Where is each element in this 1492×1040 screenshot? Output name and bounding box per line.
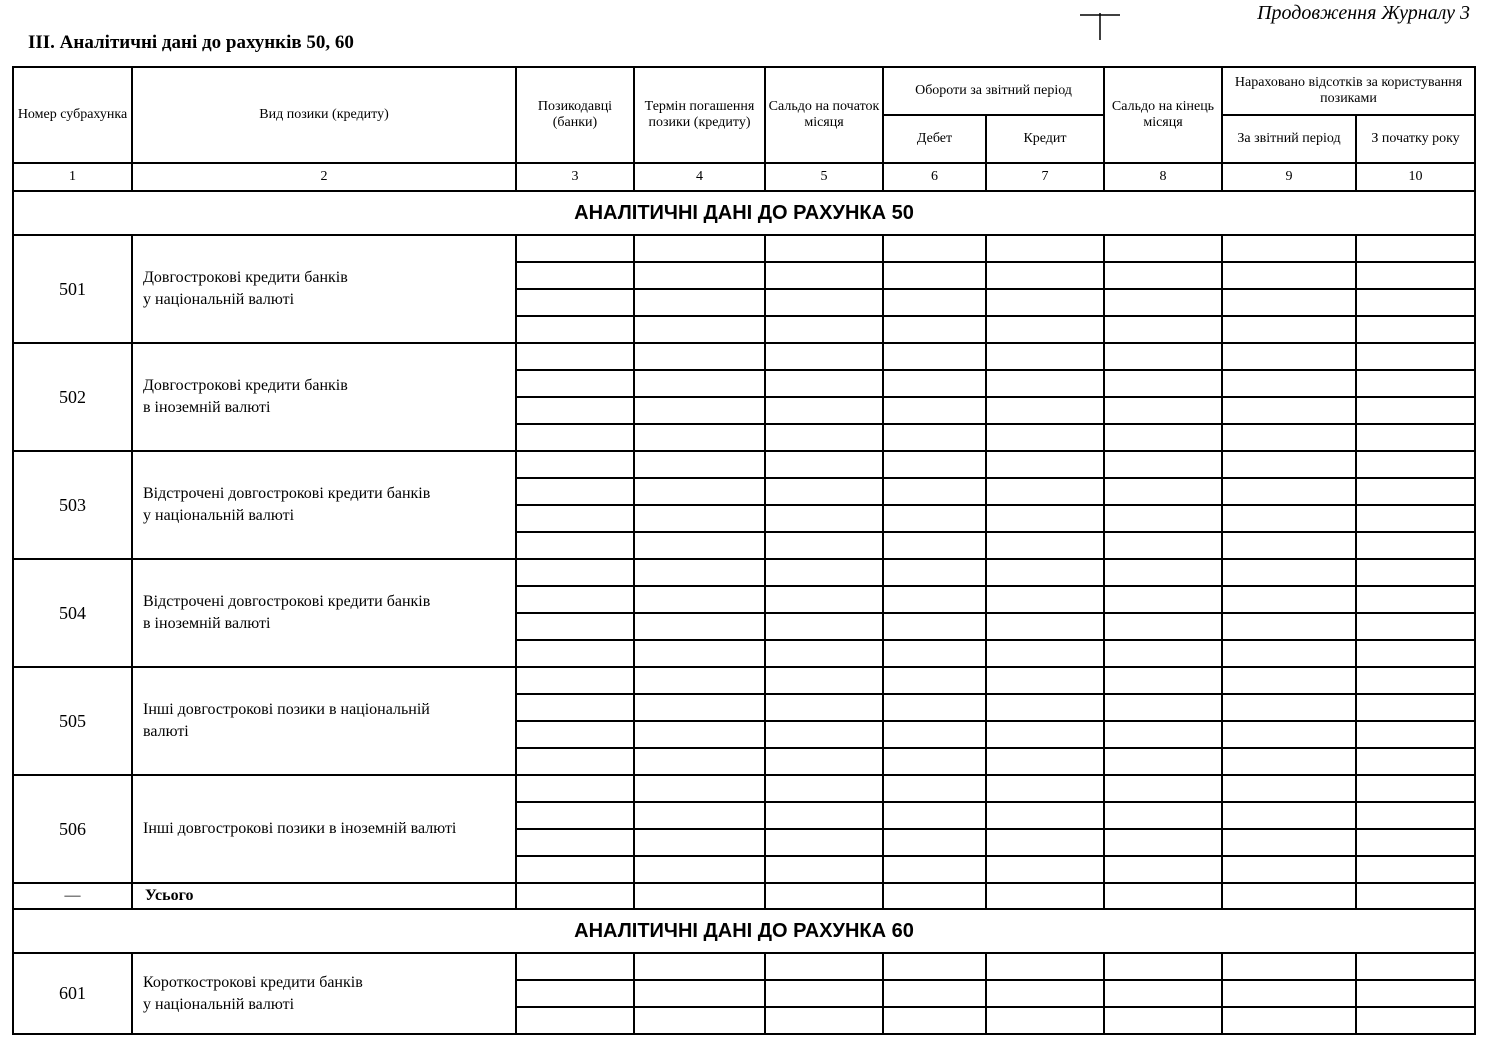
- entry-cell[interactable]: [883, 953, 986, 980]
- entry-cell[interactable]: [765, 667, 883, 694]
- entry-cell[interactable]: [1222, 775, 1356, 802]
- entry-cell[interactable]: [765, 953, 883, 980]
- entry-cell[interactable]: [765, 316, 883, 343]
- col-header-subaccount: Номер субрахунка: [13, 67, 132, 163]
- loan-description-line: в іноземній валюті: [143, 615, 271, 632]
- column-number: 1: [13, 163, 132, 191]
- subaccount-number: 504: [13, 559, 132, 667]
- entry-cell[interactable]: [883, 451, 986, 478]
- table-row: [13, 451, 1475, 478]
- entry-cell[interactable]: [986, 802, 1104, 829]
- entry-cell[interactable]: [634, 532, 765, 559]
- entry-cell[interactable]: [1104, 397, 1222, 424]
- entry-cell[interactable]: [516, 775, 634, 802]
- entry-cell[interactable]: [634, 397, 765, 424]
- entry-cell[interactable]: [986, 397, 1104, 424]
- entry-cell[interactable]: [883, 559, 986, 586]
- total-label: Усього: [132, 883, 516, 909]
- entry-cell[interactable]: [516, 586, 634, 613]
- column-number: 10: [1356, 163, 1475, 191]
- entry-cell[interactable]: [1104, 559, 1222, 586]
- entry-cell[interactable]: [516, 883, 634, 909]
- column-number: 6: [883, 163, 986, 191]
- section-heading: III. Аналітичні дані до рахунків 50, 60: [28, 32, 354, 53]
- entry-cell[interactable]: [634, 980, 765, 1007]
- col-header-lenders: Позикодавці (банки): [516, 67, 634, 163]
- entry-cell[interactable]: [986, 775, 1104, 802]
- entry-cell[interactable]: [516, 370, 634, 397]
- entry-cell[interactable]: [1104, 748, 1222, 775]
- entry-cell[interactable]: [765, 559, 883, 586]
- entry-cell[interactable]: [765, 721, 883, 748]
- entry-cell[interactable]: [634, 478, 765, 505]
- loan-description-line: Відстрочені довгострокові кредити банків: [143, 485, 431, 502]
- entry-cell[interactable]: [1356, 262, 1475, 289]
- entry-cell[interactable]: [634, 505, 765, 532]
- entry-cell[interactable]: [1104, 370, 1222, 397]
- entry-cell[interactable]: [765, 532, 883, 559]
- entry-cell[interactable]: [1356, 235, 1475, 262]
- entry-cell[interactable]: [1222, 721, 1356, 748]
- entry-cell[interactable]: [516, 640, 634, 667]
- entry-cell[interactable]: [516, 424, 634, 451]
- entry-cell[interactable]: [765, 451, 883, 478]
- entry-cell[interactable]: [883, 343, 986, 370]
- entry-cell[interactable]: [765, 640, 883, 667]
- entry-cell[interactable]: [516, 289, 634, 316]
- entry-cell[interactable]: [1356, 748, 1475, 775]
- entry-cell[interactable]: [1356, 856, 1475, 883]
- entry-cell[interactable]: [516, 397, 634, 424]
- table-row: [13, 343, 1475, 370]
- loan-description: [132, 667, 516, 775]
- entry-cell[interactable]: [986, 559, 1104, 586]
- col-header-balance-end: Сальдо на кінець місяця: [1104, 67, 1222, 163]
- entry-cell[interactable]: [1356, 953, 1475, 980]
- entry-cell[interactable]: [634, 262, 765, 289]
- entry-cell[interactable]: [1356, 613, 1475, 640]
- col-header-balance-start: Сальдо на початок місяця: [765, 67, 883, 163]
- entry-cell[interactable]: [1356, 505, 1475, 532]
- entry-cell[interactable]: [1356, 721, 1475, 748]
- entry-cell[interactable]: [765, 505, 883, 532]
- entry-cell[interactable]: [516, 802, 634, 829]
- subaccount-number: 505: [13, 667, 132, 775]
- section-title-row: АНАЛІТИЧНІ ДАНІ ДО РАХУНКА 60: [13, 909, 1475, 953]
- loan-description-line: у національній валюті: [143, 507, 295, 524]
- entry-cell[interactable]: [516, 980, 634, 1007]
- entry-cell[interactable]: [765, 748, 883, 775]
- entry-cell[interactable]: [634, 694, 765, 721]
- entry-cell[interactable]: [883, 883, 986, 909]
- entry-cell[interactable]: [1104, 586, 1222, 613]
- entry-cell[interactable]: [1222, 397, 1356, 424]
- entry-cell[interactable]: [1104, 424, 1222, 451]
- entry-cell[interactable]: [1222, 586, 1356, 613]
- entry-cell[interactable]: [883, 613, 986, 640]
- entry-cell[interactable]: [883, 640, 986, 667]
- column-number: 7: [986, 163, 1104, 191]
- entry-cell[interactable]: [1104, 451, 1222, 478]
- entry-cell[interactable]: [516, 235, 634, 262]
- entry-cell[interactable]: [1104, 532, 1222, 559]
- subaccount-number: 601: [13, 953, 132, 1034]
- entry-cell[interactable]: [765, 478, 883, 505]
- entry-cell[interactable]: [1222, 856, 1356, 883]
- entry-cell[interactable]: [986, 613, 1104, 640]
- entry-cell[interactable]: [516, 316, 634, 343]
- entry-cell[interactable]: [883, 262, 986, 289]
- entry-cell[interactable]: [1356, 559, 1475, 586]
- table-row: [13, 953, 1475, 980]
- entry-cell[interactable]: [634, 829, 765, 856]
- entry-cell[interactable]: [883, 775, 986, 802]
- entry-cell[interactable]: [765, 235, 883, 262]
- entry-cell[interactable]: [1104, 640, 1222, 667]
- entry-cell[interactable]: [765, 694, 883, 721]
- entry-cell[interactable]: [883, 856, 986, 883]
- entry-cell[interactable]: [1104, 953, 1222, 980]
- entry-cell[interactable]: [1222, 505, 1356, 532]
- col-header-repayment-term: Термін погашення позики (кредиту): [634, 67, 765, 163]
- entry-cell[interactable]: [986, 505, 1104, 532]
- entry-cell[interactable]: [986, 262, 1104, 289]
- entry-cell[interactable]: [634, 343, 765, 370]
- entry-cell[interactable]: [516, 505, 634, 532]
- entry-cell[interactable]: [1222, 532, 1356, 559]
- scan-mark: [1080, 10, 1120, 40]
- entry-cell[interactable]: [1356, 316, 1475, 343]
- entry-cell[interactable]: [986, 478, 1104, 505]
- entry-cell[interactable]: [765, 424, 883, 451]
- entry-cell[interactable]: [1356, 980, 1475, 1007]
- loan-description-line: в іноземній валюті: [143, 399, 271, 416]
- entry-cell[interactable]: [634, 613, 765, 640]
- entry-cell[interactable]: [634, 953, 765, 980]
- entry-cell[interactable]: [516, 478, 634, 505]
- loan-description: [132, 559, 516, 667]
- entry-cell[interactable]: [883, 532, 986, 559]
- entry-cell[interactable]: [1104, 1007, 1222, 1034]
- entry-cell[interactable]: [1222, 829, 1356, 856]
- entry-cell[interactable]: [634, 289, 765, 316]
- entry-cell[interactable]: [1356, 289, 1475, 316]
- loan-description: [132, 775, 516, 883]
- subaccount-number: 506: [13, 775, 132, 883]
- entry-cell[interactable]: [883, 316, 986, 343]
- entry-cell[interactable]: [1222, 694, 1356, 721]
- column-number: 4: [634, 163, 765, 191]
- entry-cell[interactable]: [986, 856, 1104, 883]
- entry-cell[interactable]: [1222, 980, 1356, 1007]
- entry-cell[interactable]: [1356, 451, 1475, 478]
- entry-cell[interactable]: [634, 235, 765, 262]
- entry-cell[interactable]: [516, 748, 634, 775]
- entry-cell[interactable]: [1356, 424, 1475, 451]
- entry-cell[interactable]: [1356, 343, 1475, 370]
- entry-cell[interactable]: [1356, 532, 1475, 559]
- entry-cell[interactable]: [986, 829, 1104, 856]
- entry-cell[interactable]: [634, 451, 765, 478]
- entry-cell[interactable]: [1104, 613, 1222, 640]
- entry-cell[interactable]: [634, 748, 765, 775]
- entry-cell[interactable]: [516, 721, 634, 748]
- entry-cell[interactable]: [765, 370, 883, 397]
- journal-continuation-note: Продовження Журналу 3: [1257, 2, 1470, 24]
- entry-cell[interactable]: [1104, 980, 1222, 1007]
- table-row: [13, 775, 1475, 802]
- table-row: [13, 235, 1475, 262]
- entry-cell[interactable]: [765, 289, 883, 316]
- entry-cell[interactable]: [1356, 478, 1475, 505]
- subaccount-number: 502: [13, 343, 132, 451]
- entry-cell[interactable]: [516, 667, 634, 694]
- entry-cell[interactable]: [516, 451, 634, 478]
- entry-cell[interactable]: [986, 1007, 1104, 1034]
- entry-cell[interactable]: [986, 451, 1104, 478]
- entry-cell[interactable]: [634, 1007, 765, 1034]
- column-number: 2: [132, 163, 516, 191]
- entry-cell[interactable]: [1222, 953, 1356, 980]
- entry-cell[interactable]: [765, 856, 883, 883]
- entry-cell[interactable]: [1104, 343, 1222, 370]
- entry-cell[interactable]: [765, 802, 883, 829]
- entry-cell[interactable]: [883, 667, 986, 694]
- entry-cell[interactable]: [986, 667, 1104, 694]
- entry-cell[interactable]: [883, 802, 986, 829]
- entry-cell[interactable]: [883, 748, 986, 775]
- loan-description: [132, 343, 516, 451]
- entry-cell[interactable]: [634, 559, 765, 586]
- entry-cell[interactable]: [986, 424, 1104, 451]
- loan-description-line: валюті: [143, 723, 189, 740]
- entry-cell[interactable]: [1222, 451, 1356, 478]
- entry-cell[interactable]: [516, 856, 634, 883]
- entry-cell[interactable]: [883, 1007, 986, 1034]
- entry-cell[interactable]: [883, 370, 986, 397]
- entry-cell[interactable]: [1222, 289, 1356, 316]
- entry-cell[interactable]: [1222, 262, 1356, 289]
- entry-cell[interactable]: [986, 316, 1104, 343]
- loan-description: [132, 451, 516, 559]
- entry-cell[interactable]: [516, 613, 634, 640]
- entry-cell[interactable]: [634, 721, 765, 748]
- entry-cell[interactable]: [1104, 883, 1222, 909]
- entry-cell[interactable]: [883, 694, 986, 721]
- entry-cell[interactable]: [1104, 802, 1222, 829]
- entry-cell[interactable]: [765, 262, 883, 289]
- entry-cell[interactable]: [516, 1007, 634, 1034]
- entry-cell[interactable]: [883, 235, 986, 262]
- col-header-loan-type: Вид позики (кредиту): [132, 67, 516, 163]
- entry-cell[interactable]: [1356, 883, 1475, 909]
- entry-cell[interactable]: [765, 775, 883, 802]
- entry-cell[interactable]: [1222, 559, 1356, 586]
- loan-description-line: Інші довгострокові позики в іноземній валюті: [143, 820, 457, 837]
- loan-description: [132, 235, 516, 343]
- loan-description-line: Короткострокові кредити банків: [143, 973, 363, 991]
- entry-cell[interactable]: [883, 397, 986, 424]
- analytics-table: [12, 66, 1476, 1035]
- entry-cell[interactable]: [1356, 397, 1475, 424]
- entry-cell[interactable]: [986, 586, 1104, 613]
- entry-cell[interactable]: [883, 478, 986, 505]
- entry-cell[interactable]: [883, 586, 986, 613]
- entry-cell[interactable]: [634, 802, 765, 829]
- entry-cell[interactable]: [986, 748, 1104, 775]
- entry-cell[interactable]: [634, 316, 765, 343]
- entry-cell[interactable]: [516, 953, 634, 980]
- entry-cell[interactable]: [516, 694, 634, 721]
- entry-cell[interactable]: [986, 235, 1104, 262]
- entry-cell[interactable]: [1104, 289, 1222, 316]
- entry-cell[interactable]: [1104, 505, 1222, 532]
- subaccount-number: 501: [13, 235, 132, 343]
- entry-cell[interactable]: [634, 856, 765, 883]
- subaccount-number: 503: [13, 451, 132, 559]
- entry-cell[interactable]: [986, 980, 1104, 1007]
- entry-cell[interactable]: [634, 640, 765, 667]
- loan-description-line: Довгострокові кредити банків: [143, 269, 348, 286]
- entry-cell[interactable]: [883, 829, 986, 856]
- entry-cell[interactable]: [765, 829, 883, 856]
- entry-cell[interactable]: [883, 424, 986, 451]
- entry-cell[interactable]: [1104, 667, 1222, 694]
- entry-cell[interactable]: [1356, 1007, 1475, 1034]
- entry-cell[interactable]: [1356, 802, 1475, 829]
- entry-cell[interactable]: [1222, 235, 1356, 262]
- loan-description: [132, 953, 516, 1034]
- entry-cell[interactable]: [1222, 883, 1356, 909]
- section-title-row: АНАЛІТИЧНІ ДАНІ ДО РАХУНКА 50: [13, 191, 1475, 235]
- column-numbers-row: [13, 163, 1475, 191]
- column-number: 9: [1222, 163, 1356, 191]
- entry-cell[interactable]: [1104, 829, 1222, 856]
- entry-cell[interactable]: [986, 694, 1104, 721]
- entry-cell[interactable]: [1222, 667, 1356, 694]
- entry-cell[interactable]: [986, 532, 1104, 559]
- loan-description-line: Відстрочені довгострокові кредити банків: [143, 593, 431, 610]
- col-header-debit: Дебет: [883, 115, 986, 163]
- entry-cell[interactable]: [634, 370, 765, 397]
- table-row: [13, 667, 1475, 694]
- entry-cell[interactable]: [1356, 694, 1475, 721]
- entry-cell[interactable]: [1104, 235, 1222, 262]
- entry-cell[interactable]: [883, 505, 986, 532]
- loan-description-line: у національній валюті: [143, 995, 295, 1013]
- column-number: 8: [1104, 163, 1222, 191]
- entry-cell[interactable]: [516, 559, 634, 586]
- total-row: [13, 883, 1475, 909]
- entry-cell[interactable]: [1222, 370, 1356, 397]
- entry-cell[interactable]: [634, 667, 765, 694]
- entry-cell[interactable]: [1104, 856, 1222, 883]
- entry-cell[interactable]: [765, 613, 883, 640]
- entry-cell[interactable]: [765, 343, 883, 370]
- entry-cell[interactable]: [634, 775, 765, 802]
- entry-cell[interactable]: [1356, 829, 1475, 856]
- table-row: [13, 559, 1475, 586]
- entry-cell[interactable]: [516, 532, 634, 559]
- entry-cell[interactable]: [516, 262, 634, 289]
- entry-cell[interactable]: [765, 883, 883, 909]
- entry-cell[interactable]: [1222, 343, 1356, 370]
- entry-cell[interactable]: [634, 883, 765, 909]
- entry-cell[interactable]: [1222, 802, 1356, 829]
- entry-cell[interactable]: [1356, 586, 1475, 613]
- entry-cell[interactable]: [986, 883, 1104, 909]
- entry-cell[interactable]: [634, 424, 765, 451]
- entry-cell[interactable]: [986, 721, 1104, 748]
- entry-cell[interactable]: [1222, 1007, 1356, 1034]
- entry-cell[interactable]: [1222, 424, 1356, 451]
- col-header-interest: Нараховано відсотків за користування позиками: [1222, 67, 1475, 115]
- entry-cell[interactable]: [1356, 667, 1475, 694]
- entry-cell[interactable]: [986, 953, 1104, 980]
- entry-cell[interactable]: [1104, 694, 1222, 721]
- entry-cell[interactable]: [1222, 478, 1356, 505]
- column-number: 5: [765, 163, 883, 191]
- loan-description-line: Довгострокові кредити банків: [143, 377, 348, 394]
- loan-description-line: у національній валюті: [143, 291, 295, 308]
- entry-cell[interactable]: [765, 1007, 883, 1034]
- entry-cell[interactable]: [765, 980, 883, 1007]
- entry-cell[interactable]: [1356, 640, 1475, 667]
- column-number: 3: [516, 163, 634, 191]
- col-header-for-period: За звітний період: [1222, 115, 1356, 163]
- entry-cell[interactable]: [1104, 262, 1222, 289]
- col-header-from-year-start: З початку року: [1356, 115, 1475, 163]
- entry-cell[interactable]: [1356, 370, 1475, 397]
- entry-cell[interactable]: [1222, 748, 1356, 775]
- total-dash: —: [13, 883, 132, 909]
- col-header-turnover: Обороти за звітний період: [883, 67, 1104, 115]
- loan-description-line: Інші довгострокові позики в національній: [143, 701, 430, 718]
- entry-cell[interactable]: [883, 980, 986, 1007]
- entry-cell[interactable]: [1222, 316, 1356, 343]
- entry-cell[interactable]: [883, 721, 986, 748]
- entry-cell[interactable]: [883, 289, 986, 316]
- entry-cell[interactable]: [516, 829, 634, 856]
- entry-cell[interactable]: [1104, 316, 1222, 343]
- entry-cell[interactable]: [1222, 640, 1356, 667]
- entry-cell[interactable]: [516, 343, 634, 370]
- entry-cell[interactable]: [986, 289, 1104, 316]
- col-header-credit: Кредит: [986, 115, 1104, 163]
- entry-cell[interactable]: [1356, 775, 1475, 802]
- entry-cell[interactable]: [765, 586, 883, 613]
- entry-cell[interactable]: [1104, 775, 1222, 802]
- entry-cell[interactable]: [1104, 478, 1222, 505]
- entry-cell[interactable]: [986, 370, 1104, 397]
- entry-cell[interactable]: [1222, 613, 1356, 640]
- entry-cell[interactable]: [765, 397, 883, 424]
- entry-cell[interactable]: [986, 640, 1104, 667]
- entry-cell[interactable]: [634, 586, 765, 613]
- entry-cell[interactable]: [1104, 721, 1222, 748]
- entry-cell[interactable]: [986, 343, 1104, 370]
